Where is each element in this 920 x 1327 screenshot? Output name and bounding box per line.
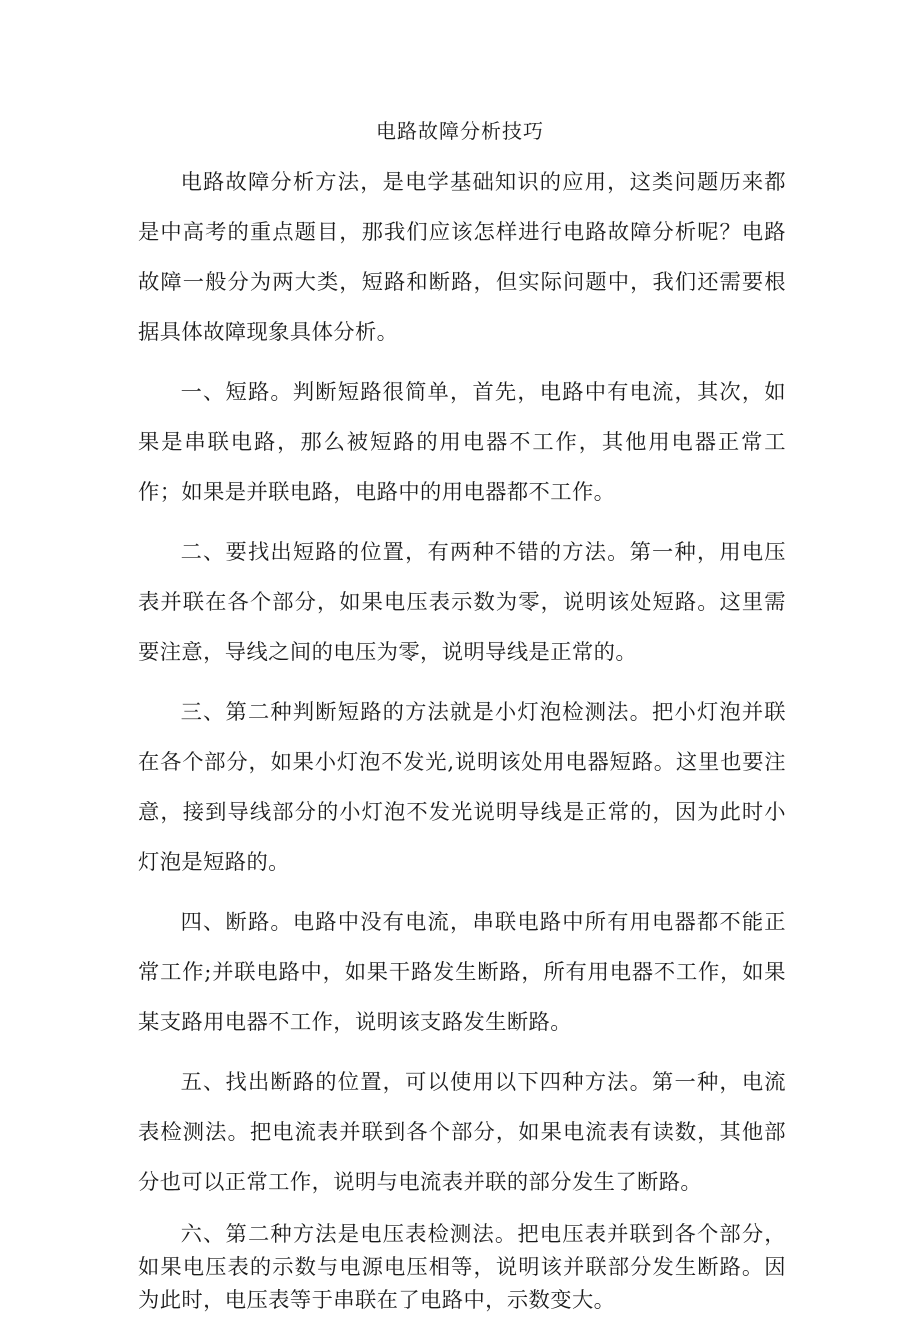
paragraph-find-short-bulb: 三、第二种判断短路的方法就是小灯泡检测法。把小灯泡并联在各个部分，如果小灯泡不发光,说明该处用电器短路。这里也要注意，接到导线部分的小灯泡不发光说明导线是正常的，因为此时小灯泡是短路的。 — [138, 700, 786, 875]
document-title: 电路故障分析技巧 — [376, 119, 544, 143]
paragraph-short-circuit: 一、短路。判断短路很简单，首先，电路中有电流，其次，如果是串联电路，那么被短路的用电器不工作，其他用电器正常工作；如果是并联电路，电路中的用电器都不工作。 — [138, 380, 786, 505]
paragraph-find-short-voltmeter: 二、要找出短路的位置，有两种不错的方法。第一种，用电压表并联在各个部分，如果电压表示数为零，说明该处短路。这里需要注意，导线之间的电压为零，说明导线是正常的。 — [138, 540, 786, 665]
document-body — [138, 158, 786, 1327]
paragraph-find-open-ammeter: 五、找出断路的位置，可以使用以下四种方法。第一种，电流表检测法。把电流表并联到各个部分，如果电流表有读数，其他部分也可以正常工作，说明与电流表并联的部分发生了断路。 — [138, 1070, 786, 1195]
paragraph-open-circuit: 四、断路。电路中没有电流，串联电路中所有用电器都不能正常工作;并联电路中，如果干路发生断路，所有用电器不工作，如果某支路用电器不工作，说明该支路发生断路。 — [138, 910, 786, 1035]
paragraph-find-open-voltmeter: 六、第二种方法是电压表检测法。把电压表并联到各个部分，如果电压表的示数与电源电压相等，说明该并联部分发生断路。因为此时，电压表等于串联在了电路中，示数变大。 — [138, 1222, 786, 1313]
intro-paragraph: 电路故障分析方法，是电学基础知识的应用，这类问题历来都是中高考的重点题目，那我们应该怎样进行电路故障分析呢？电路故障一般分为两大类，短路和断路，但实际问题中，我们还需要根据具体故障现象具体分析。 — [138, 170, 786, 345]
